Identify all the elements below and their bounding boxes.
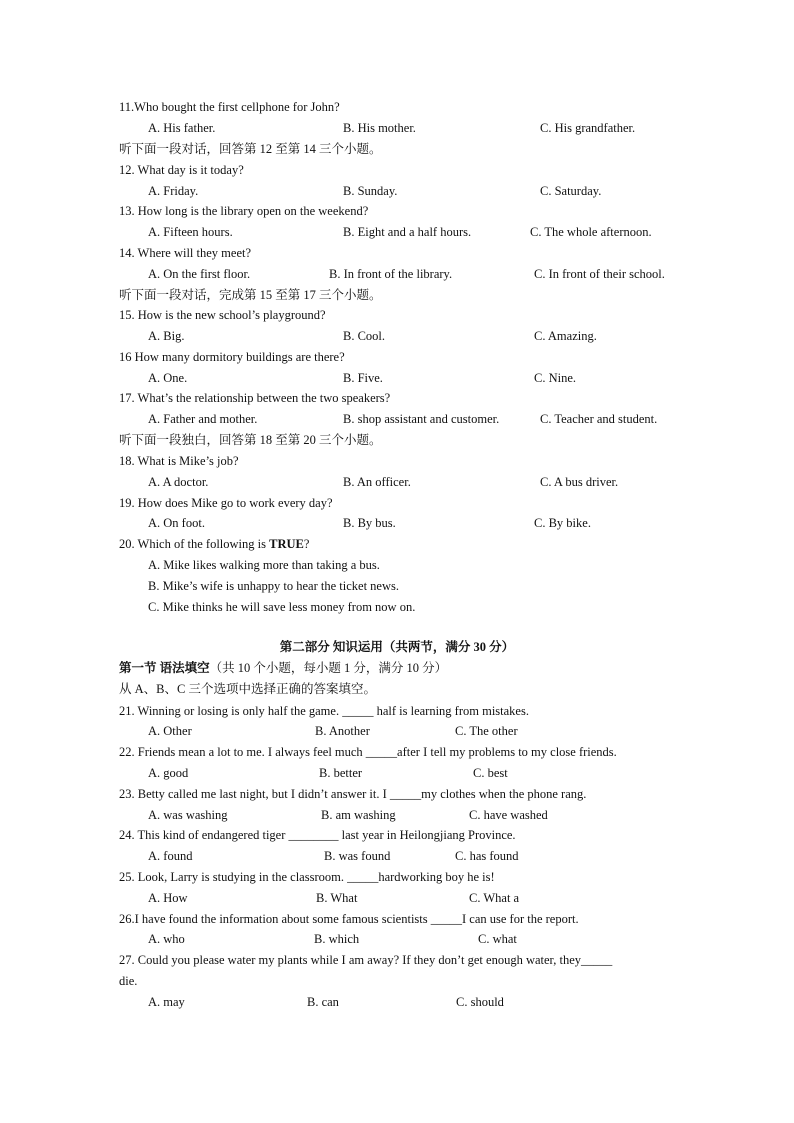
question-19-option-a: A. On foot. xyxy=(148,516,205,530)
question-19-stem: 19. How does Mike go to work every day? xyxy=(119,496,333,510)
question-11-stem: 11.Who bought the first cellphone for John? xyxy=(119,100,340,114)
question-16-option-c: C. Nine. xyxy=(534,371,577,385)
question-15-stem: 15. How is the new school’s playground? xyxy=(119,308,326,322)
question-18-option-a: A. A doctor. xyxy=(148,475,209,489)
question-20-option-b: B. Mike’s wife is unhappy to hear the ticket news. xyxy=(148,579,399,593)
question-13-option-c: C. The whole afternoon. xyxy=(530,225,652,239)
question-13-option-a: A. Fifteen hours. xyxy=(148,225,233,239)
question-27-stem: 27. Could you please water my plants while I am away? If they don’t get enough water, they_____ xyxy=(119,953,613,967)
question-27-option-c: C. should xyxy=(456,995,504,1009)
question-12-stem: 12. What day is it today? xyxy=(119,163,244,177)
question-24-option-a: A. found xyxy=(148,849,193,863)
question-14-stem: 14. Where will they meet? xyxy=(119,246,252,260)
question-19-option-b: B. By bus. xyxy=(343,516,396,530)
question-27-option-b: B. can xyxy=(307,995,339,1009)
section-1-instruction: 从 A、B、C 三个选项中选择正确的答案填空。 xyxy=(119,682,376,696)
question-14-option-c: C. In front of their school. xyxy=(534,267,665,281)
question-11-option-a: A. His father. xyxy=(148,121,216,135)
question-14-option-a: A. On the first floor. xyxy=(148,267,251,281)
question-25-stem: 25. Look, Larry is studying in the classroom. _____hardworking boy he is! xyxy=(119,870,495,884)
question-16-option-a: A. One. xyxy=(148,371,188,385)
question-12-option-a: A. Friday. xyxy=(148,184,199,198)
question-23-stem: 23. Betty called me last night, but I didn’t answer it. I _____my clothes when the phone rang. xyxy=(119,787,587,801)
question-22-stem: 22. Friends mean a lot to me. I always feel much _____after I tell my problems to my close friends. xyxy=(119,745,617,759)
question-23-option-c: C. have washed xyxy=(469,808,548,822)
question-16-stem: 16 How many dormitory buildings are there? xyxy=(119,350,345,364)
question-27-option-a: A. may xyxy=(148,995,185,1009)
question-26-option-c: C. what xyxy=(478,932,517,946)
question-19-option-c: C. By bike. xyxy=(534,516,591,530)
listening-instruction-3: 听下面一段独白，回答第 18 至第 20 三个小题。 xyxy=(119,433,382,447)
question-24-option-c: C. has found xyxy=(455,849,519,863)
question-17-option-b: B. shop assistant and customer. xyxy=(343,412,500,426)
question-24-stem: 24. This kind of endangered tiger ________ last year in Heilongjiang Province. xyxy=(119,828,516,842)
question-20-option-c: C. Mike thinks he will save less money from now on. xyxy=(148,600,416,614)
question-20-stem-end: ? xyxy=(303,537,310,551)
question-12-option-b: B. Sunday. xyxy=(343,184,398,198)
question-24-option-b: B. was found xyxy=(324,849,391,863)
section-1-title xyxy=(119,660,447,676)
question-23-option-a: A. was washing xyxy=(148,808,228,822)
question-22-option-b: B. better xyxy=(319,766,363,780)
question-12-option-c: C. Saturday. xyxy=(540,184,602,198)
question-15-option-a: A. Big. xyxy=(148,329,185,343)
section-1-title-scoring: （共 10 个小题，每小题 1 分，满分 10 分） xyxy=(209,661,448,675)
question-26-option-b: B. which xyxy=(314,932,360,946)
question-13-option-b: B. Eight and a half hours. xyxy=(343,225,472,239)
listening-instruction-2: 听下面一段对话，完成第 15 至第 17 三个小题。 xyxy=(119,288,382,302)
question-18-option-b: B. An officer. xyxy=(343,475,411,489)
question-20-stem-emphasis: TRUE xyxy=(269,537,304,551)
question-15-option-b: B. Cool. xyxy=(343,329,386,343)
question-20-option-a: A. Mike likes walking more than taking a bus. xyxy=(148,558,380,572)
question-26-stem: 26.I have found the information about some famous scientists _____I can use for the report. xyxy=(119,912,579,926)
question-14-option-b: B. In front of the library. xyxy=(329,267,453,281)
question-16-option-b: B. Five. xyxy=(343,371,383,385)
part-2-title: 第二部分 知识运用（共两节，满分 30 分） xyxy=(279,640,515,654)
question-22-option-c: C. best xyxy=(473,766,508,780)
question-21-option-b: B. Another xyxy=(315,724,370,738)
question-25-option-b: B. What xyxy=(316,891,358,905)
question-21-stem: 21. Winning or losing is only half the game. _____ half is learning from mistakes. xyxy=(119,704,529,718)
question-18-option-c: C. A bus driver. xyxy=(540,475,619,489)
question-17-option-a: A. Father and mother. xyxy=(148,412,258,426)
question-26-option-a: A. who xyxy=(148,932,185,946)
question-21-option-c: C. The other xyxy=(455,724,518,738)
question-17-stem: 17. What’s the relationship between the two speakers? xyxy=(119,391,391,405)
question-27-stem-continued: die. xyxy=(119,974,138,988)
question-20-stem xyxy=(119,536,309,552)
question-15-option-c: C. Amazing. xyxy=(534,329,597,343)
question-13-stem: 13. How long is the library open on the weekend? xyxy=(119,204,369,218)
listening-instruction-1: 听下面一段对话，回答第 12 至第 14 三个小题。 xyxy=(119,142,382,156)
question-25-option-c: C. What a xyxy=(469,891,520,905)
question-22-option-a: A. good xyxy=(148,766,189,780)
question-20-stem-text: 20. Which of the following is xyxy=(119,537,270,551)
question-21-option-a: A. Other xyxy=(148,724,192,738)
question-18-stem: 18. What is Mike’s job? xyxy=(119,454,239,468)
question-17-option-c: C. Teacher and student. xyxy=(540,412,658,426)
section-1-title-label: 第一节 语法填空 xyxy=(119,661,210,675)
question-11-option-b: B. His mother. xyxy=(343,121,416,135)
question-25-option-a: A. How xyxy=(148,891,188,905)
question-23-option-b: B. am washing xyxy=(321,808,396,822)
question-11-option-c: C. His grandfather. xyxy=(540,121,636,135)
